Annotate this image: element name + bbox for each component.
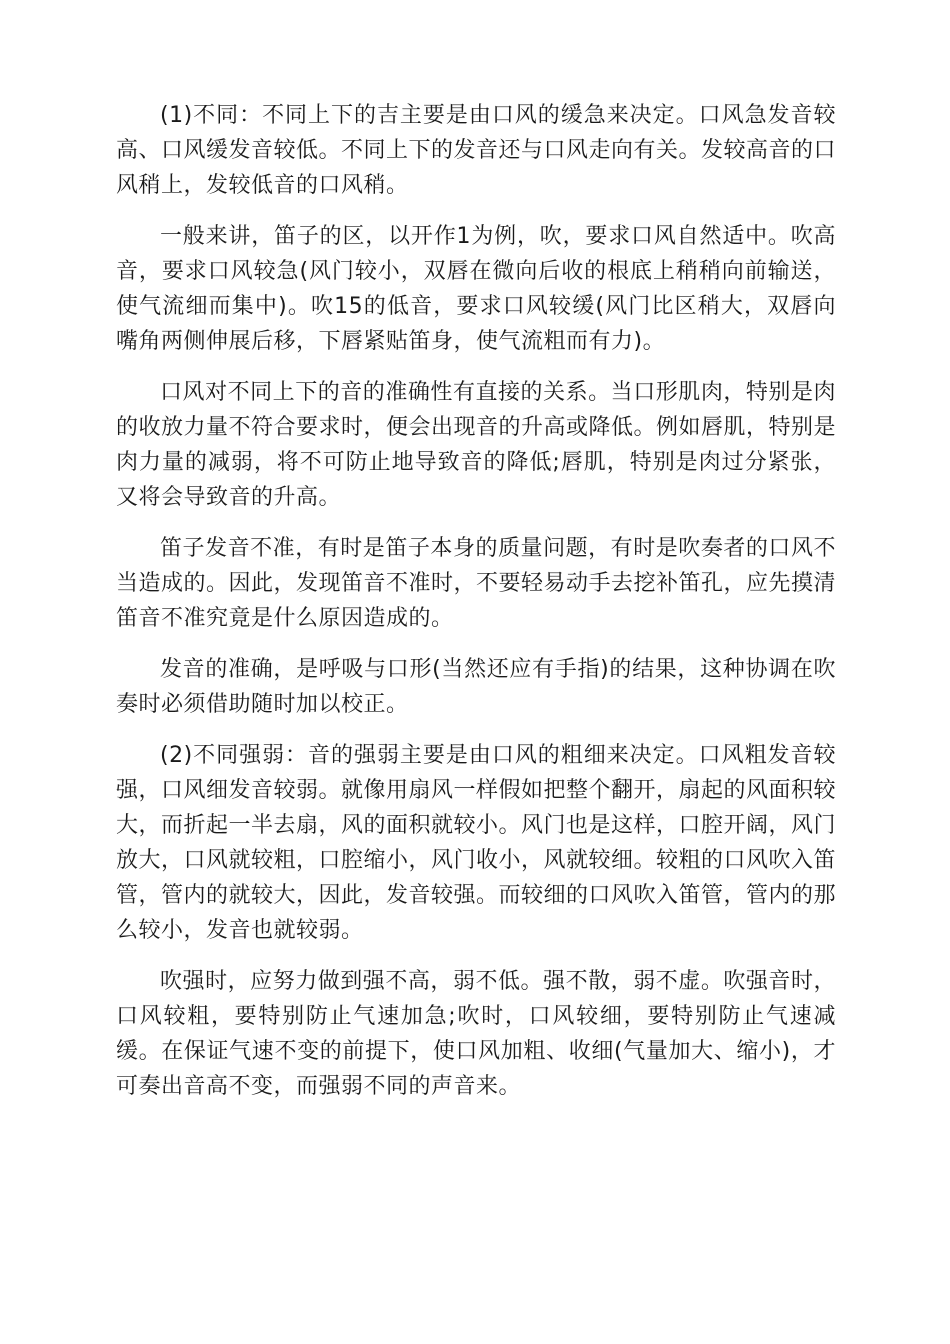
paragraph-dynamics-intro: (2)不同强弱：音的强弱主要是由口风的粗细来决定。口风粗发音较强，口风细发音较弱。就像用扇风一样假如把整个翻开，扇起的风面积较大，而折起一半去扇，风的面积就较小。风门也是这样，口腔开阔，风门放大，口风就较粗，口腔缩小，风门收小，风就较细。较粗的口风吹入笛管，管内的就较大，因此，发音较强。而较细的口风吹入笛管，管内的那么较小，发音也就较弱。 bbox=[116, 743, 837, 943]
paragraph-intonation-causes: 笛子发音不准，有时是笛子本身的质量问题，有时是吹奏者的口风不当造成的。因此，发现笛音不准时，不要轻易动手去挖补笛孔，应先摸清笛音不准究竟是什么原因造成的。 bbox=[116, 536, 837, 631]
paragraph-register-example: 一般来讲，笛子的区，以开作1为例，吹，要求口风自然适中。吹高音，要求口风较急(风门较小，双唇在微向后收的根底上稍稍向前输送，使气流细而集中)。吹15的低音，要求口风较缓(风门比区稍大，双唇向嘴角两侧伸展后移，下唇紧贴笛身，使气流粗而有力)。 bbox=[116, 224, 836, 354]
paragraph-embouchure-accuracy: 口风对不同上下的音的准确性有直接的关系。当口形肌肉，特别是肉的收放力量不符合要求时，便会出现音的升高或降低。例如唇肌，特别是肉力量的减弱，将不可防止地导致音的降低;唇肌，特别是肉过分紧张，又将会导致音的升高。 bbox=[116, 380, 837, 510]
paragraph-pitch-intro: (1)不同：不同上下的吉主要是由口风的缓急来决定。口风急发音较高、口风缓发音较低。不同上下的发音还与口风走向有关。发较高音的口风稍上，发较低音的口风稍。 bbox=[116, 103, 837, 198]
paragraph-coordination: 发音的准确，是呼吸与口形(当然还应有手指)的结果，这种协调在吹奏时必须借助随时加以校正。 bbox=[116, 657, 836, 717]
document-body bbox=[116, 98, 836, 1120]
paragraph-dynamics-technique: 吹强时，应努力做到强不高，弱不低。强不散，弱不虚。吹强音时，口风较粗，要特别防止气速加急;吹时，口风较细，要特别防止气速减缓。在保证气速不变的前提下，使口风加粗、收细(气量加大、缩小)，才可奏出音高不变，而强弱不同的声音来。 bbox=[116, 969, 836, 1099]
